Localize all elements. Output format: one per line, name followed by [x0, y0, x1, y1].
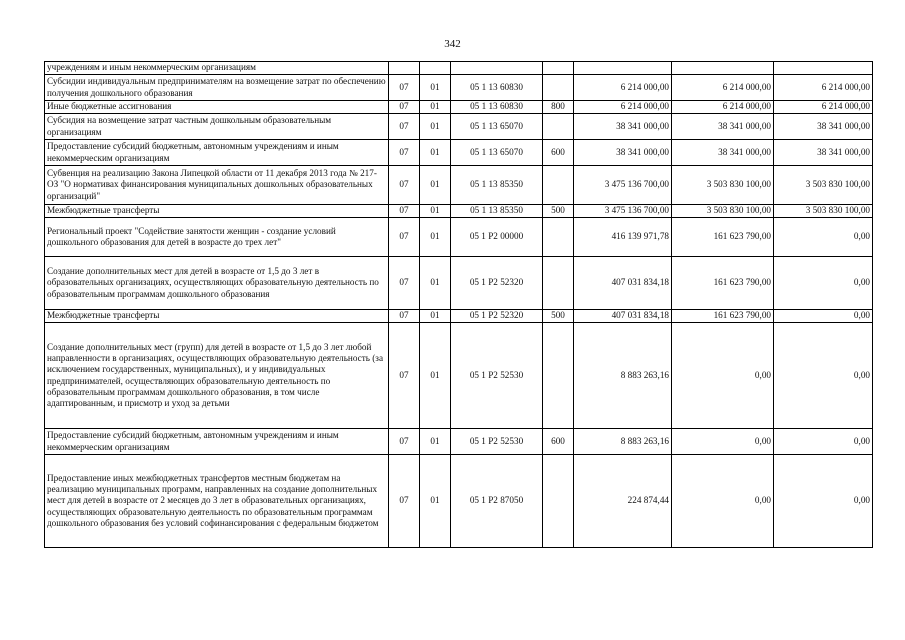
subsection-code: 01: [420, 455, 451, 548]
expense-type-code: 800: [543, 101, 574, 114]
section-code: 07: [389, 140, 420, 166]
expense-type-code: [543, 257, 574, 310]
expense-type-code: [543, 323, 574, 429]
amount-year-3: 6 214 000,00: [774, 75, 873, 101]
target-article-code: 05 1 P2 52530: [451, 323, 543, 429]
subsection-code: 01: [420, 101, 451, 114]
section-code: 07: [389, 257, 420, 310]
section-code: 07: [389, 101, 420, 114]
amount-year-1: 8 883 263,16: [574, 323, 672, 429]
amount-year-1: 6 214 000,00: [574, 75, 672, 101]
section-code: 07: [389, 323, 420, 429]
row-name: Субсидии индивидуальным предпринимателям на возмещение затрат по обеспечению получения дошкольного образования: [45, 75, 389, 101]
section-code: 07: [389, 310, 420, 323]
amount-year-3: 0,00: [774, 257, 873, 310]
table-row: [45, 429, 873, 455]
target-article-code: 05 1 13 85350: [451, 166, 543, 205]
section-code: 07: [389, 166, 420, 205]
table-row: [45, 205, 873, 218]
subsection-code: 01: [420, 257, 451, 310]
section-code: 07: [389, 205, 420, 218]
section-code: 07: [389, 114, 420, 140]
subsection-code: 01: [420, 310, 451, 323]
expense-type-code: [543, 455, 574, 548]
expense-type-code: 600: [543, 140, 574, 166]
row-name: Иные бюджетные ассигнования: [45, 101, 389, 114]
row-name: Субвенция на реализацию Закона Липецкой области от 11 декабря 2013 года № 217-ОЗ "О нормативах финансирования муниципальных дошкольных образовательных организаций": [45, 166, 389, 205]
target-article-code: 05 1 P2 52320: [451, 257, 543, 310]
amount-year-1: 6 214 000,00: [574, 101, 672, 114]
amount-year-3: 3 503 830 100,00: [774, 205, 873, 218]
target-article-code: 05 1 13 65070: [451, 114, 543, 140]
amount-year-1: 38 341 000,00: [574, 114, 672, 140]
row-name: Предоставление субсидий бюджетным, автономным учреждениям и иным некоммерческим организациям: [45, 140, 389, 166]
amount-year-1: 224 874,44: [574, 455, 672, 548]
amount-year-1: 407 031 834,18: [574, 257, 672, 310]
table-row: [45, 310, 873, 323]
amount-year-2: 0,00: [672, 455, 774, 548]
subsection-code: 01: [420, 323, 451, 429]
amount-year-2: 161 623 790,00: [672, 257, 774, 310]
target-article-code: 05 1 13 85350: [451, 205, 543, 218]
amount-year-1: [574, 62, 672, 75]
table-row: [45, 101, 873, 114]
expense-type-code: [543, 75, 574, 101]
budget-table: [44, 61, 873, 548]
table-row: [45, 218, 873, 257]
amount-year-1: 407 031 834,18: [574, 310, 672, 323]
amount-year-3: 38 341 000,00: [774, 140, 873, 166]
amount-year-1: 8 883 263,16: [574, 429, 672, 455]
amount-year-3: 0,00: [774, 310, 873, 323]
amount-year-2: 3 503 830 100,00: [672, 166, 774, 205]
expense-type-code: [543, 218, 574, 257]
page-number: 342: [444, 38, 461, 50]
subsection-code: 01: [420, 166, 451, 205]
expense-type-code: [543, 114, 574, 140]
row-name: Создание дополнительных мест для детей в возрасте от 1,5 до 3 лет в образовательных организациях, осуществляющих образовательную деятельность по образовательным программам дошкольного образования: [45, 257, 389, 310]
subsection-code: 01: [420, 114, 451, 140]
target-article-code: 05 1 13 60830: [451, 101, 543, 114]
section-code: 07: [389, 218, 420, 257]
row-name: Предоставление иных межбюджетных трансфертов местным бюджетам на реализацию муниципальных программ, направленных на создание дополнительных мест для детей в возрасте от 2 месяцев до 3 лет в образовательных организациях, осуществляющих образовательную деятельность по образовательным программам дошкольного образования без условий софинансирования с федеральным бюджетом: [45, 455, 389, 548]
expense-type-code: 500: [543, 205, 574, 218]
row-name: Межбюджетные трансферты: [45, 205, 389, 218]
amount-year-3: 6 214 000,00: [774, 101, 873, 114]
subsection-code: 01: [420, 75, 451, 101]
amount-year-3: [774, 62, 873, 75]
amount-year-2: 0,00: [672, 429, 774, 455]
row-name: Субсидия на возмещение затрат частным дошкольным образовательным организациям: [45, 114, 389, 140]
target-article-code: 05 1 13 60830: [451, 75, 543, 101]
subsection-code: 01: [420, 205, 451, 218]
amount-year-3: 3 503 830 100,00: [774, 166, 873, 205]
amount-year-1: 416 139 971,78: [574, 218, 672, 257]
section-code: [389, 62, 420, 75]
section-code: 07: [389, 455, 420, 548]
amount-year-3: 0,00: [774, 455, 873, 548]
amount-year-2: 38 341 000,00: [672, 140, 774, 166]
target-article-code: 05 1 P2 52320: [451, 310, 543, 323]
table-row: [45, 140, 873, 166]
amount-year-2: 6 214 000,00: [672, 75, 774, 101]
table-row: [45, 114, 873, 140]
row-name: Региональный проект "Содействие занятости женщин - создание условий дошкольного образования для детей в возрасте до трех лет": [45, 218, 389, 257]
expense-type-code: [543, 62, 574, 75]
amount-year-2: 3 503 830 100,00: [672, 205, 774, 218]
table-row: [45, 455, 873, 548]
amount-year-3: 0,00: [774, 323, 873, 429]
amount-year-2: 161 623 790,00: [672, 310, 774, 323]
section-code: 07: [389, 429, 420, 455]
amount-year-2: 161 623 790,00: [672, 218, 774, 257]
target-article-code: 05 1 13 65070: [451, 140, 543, 166]
row-name: учреждениям и иным некоммерческим организациям: [45, 62, 389, 75]
table-row: [45, 323, 873, 429]
row-name: Создание дополнительных мест (групп) для детей в возрасте от 1,5 до 3 лет любой направленности в организациях, осуществляющих образовательную деятельность (за исключением государственных, муниципальных), и у индивидуальных предпринимателей, осуществляющих образовательную деятельность по образовательным программам дошкольного образования, в том числе адаптированным, и присмотр и уход за детьми: [45, 323, 389, 429]
table-body: [45, 62, 873, 548]
expense-type-code: [543, 166, 574, 205]
target-article-code: [451, 62, 543, 75]
subsection-code: 01: [420, 218, 451, 257]
row-name: Межбюджетные трансферты: [45, 310, 389, 323]
amount-year-2: [672, 62, 774, 75]
amount-year-3: 0,00: [774, 429, 873, 455]
subsection-code: 01: [420, 429, 451, 455]
expense-type-code: 600: [543, 429, 574, 455]
table-row: [45, 257, 873, 310]
target-article-code: 05 1 P2 00000: [451, 218, 543, 257]
subsection-code: [420, 62, 451, 75]
target-article-code: 05 1 P2 52530: [451, 429, 543, 455]
expense-type-code: 500: [543, 310, 574, 323]
table-row: [45, 75, 873, 101]
table-row: [45, 62, 873, 75]
amount-year-1: 3 475 136 700,00: [574, 166, 672, 205]
section-code: 07: [389, 75, 420, 101]
table-row: [45, 166, 873, 205]
amount-year-2: 6 214 000,00: [672, 101, 774, 114]
amount-year-3: 38 341 000,00: [774, 114, 873, 140]
amount-year-2: 0,00: [672, 323, 774, 429]
amount-year-1: 38 341 000,00: [574, 140, 672, 166]
subsection-code: 01: [420, 140, 451, 166]
target-article-code: 05 1 P2 87050: [451, 455, 543, 548]
amount-year-1: 3 475 136 700,00: [574, 205, 672, 218]
amount-year-3: 0,00: [774, 218, 873, 257]
amount-year-2: 38 341 000,00: [672, 114, 774, 140]
row-name: Предоставление субсидий бюджетным, автономным учреждениям и иным некоммерческим организациям: [45, 429, 389, 455]
